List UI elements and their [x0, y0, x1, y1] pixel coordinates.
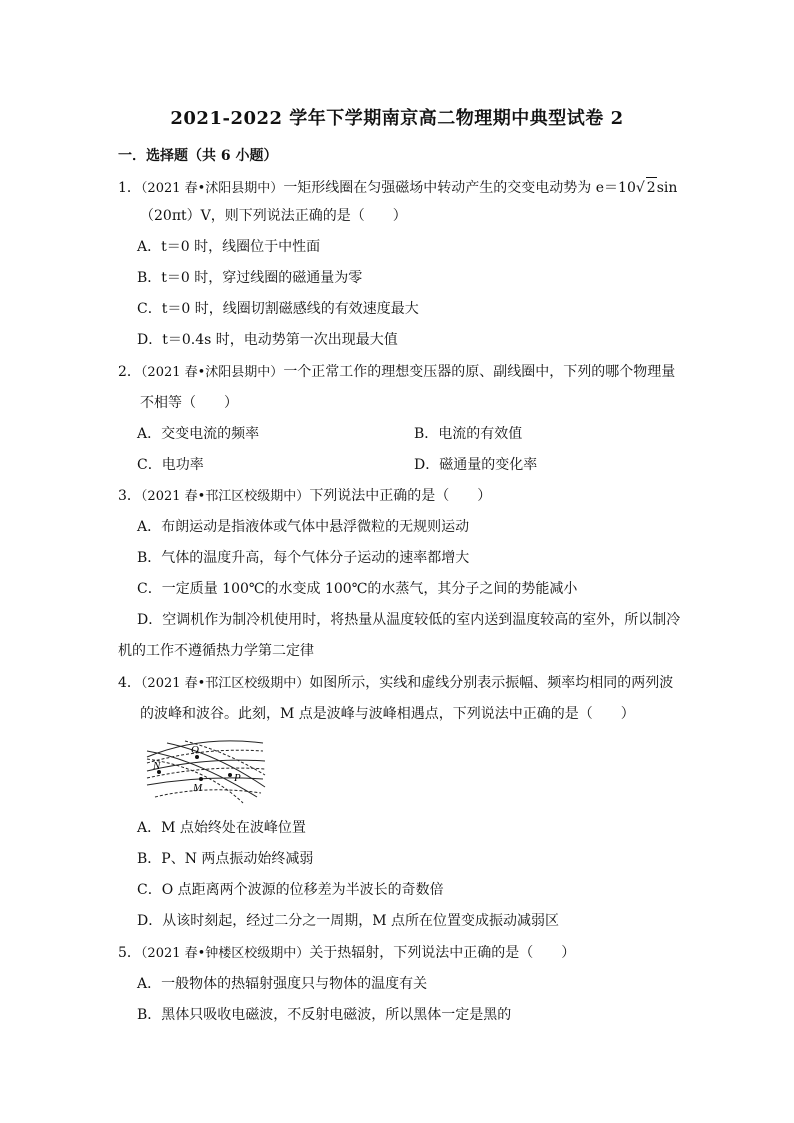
- question-2: [118, 362, 675, 383]
- q5-option-a: A．一般物体的热辐射强度只与物体的温度有关: [137, 976, 428, 992]
- question-number: 5．: [118, 945, 141, 961]
- label-p: P: [234, 772, 241, 784]
- question-source: （2021 春•沭阳县期中）: [140, 181, 284, 196]
- question-5: [118, 943, 575, 964]
- q3-option-d-line2: 机的工作不遵循热力学第二定律: [118, 643, 314, 659]
- q1-option-d: D．t＝0.4s 时，电动势第一次出现最大值: [137, 332, 398, 348]
- question-1-line2: （20πt）V，则下列说法正确的是（ ）: [140, 208, 407, 224]
- section-heading: 一．选择题（共 6 小题）: [118, 148, 278, 164]
- question-text: 下列说法中正确的是（ ）: [309, 488, 492, 504]
- q5-option-b: B．黑体只吸收电磁波，不反射电磁波，所以黑体一定是黑的: [137, 1007, 512, 1023]
- question-number: 1．: [118, 180, 141, 196]
- label-n: N: [153, 760, 161, 772]
- q4-option-b: B．P、N 两点振动始终减弱: [137, 851, 314, 867]
- question-text: 一矩形线圈在匀强磁场中转动产生的交变电动势为 e＝10: [283, 180, 636, 196]
- question-source: （2021 春•沭阳县期中）: [140, 365, 284, 380]
- q1-option-b: B．t＝0 时，穿过线圈的磁通量为零: [137, 270, 363, 286]
- q3-option-a: A．布朗运动是指液体或气体中悬浮微粒的无规则运动: [137, 519, 470, 535]
- label-m: M: [193, 782, 203, 794]
- q4-option-a: A．M 点始终处在波峰位置: [137, 820, 306, 836]
- q1-option-c: C．t＝0 时，线圈切割磁感线的有效速度最大: [137, 301, 419, 317]
- q3-option-c: C．一定质量 100℃的水变成 100℃的水蒸气，其分子之间的势能减小: [137, 581, 578, 597]
- question-text: 关于热辐射，下列说法中正确的是（ ）: [309, 945, 576, 961]
- question-text-tail: sin: [656, 180, 678, 196]
- question-number: 3．: [118, 488, 141, 504]
- q2-option-b: B．电流的有效值: [414, 426, 523, 442]
- question-source: （2021 春•邗江区校级期中）: [140, 676, 310, 691]
- question-3: [118, 486, 491, 507]
- point-m: [199, 777, 203, 781]
- question-source: （2021 春•邗江区校级期中）: [140, 489, 310, 504]
- label-o: O: [191, 744, 199, 756]
- page-title: 2021-2022 学年下学期南京高二物理期中典型试卷 2: [170, 108, 624, 129]
- q2-option-d: D．磁通量的变化率: [414, 457, 538, 473]
- sqrt-symbol: √ 2: [636, 177, 657, 198]
- q4-option-d: D．从该时刻起，经过二分之一周期，M 点所在位置变成振动减弱区: [137, 913, 560, 929]
- q2-option-c: C．电功率: [137, 457, 204, 473]
- wave-interference-figure: [145, 737, 267, 807]
- question-number: 4．: [118, 675, 141, 691]
- q2-option-a: A．交变电流的频率: [137, 426, 260, 442]
- question-source: （2021 春•钟楼区校级期中）: [140, 946, 310, 961]
- question-1: [118, 177, 677, 199]
- question-4: [118, 673, 673, 694]
- question-number: 2．: [118, 364, 141, 380]
- q4-option-c: C．O 点距离两个波源的位移差为半波长的奇数倍: [137, 882, 444, 898]
- sqrt-radicand: 2: [646, 177, 657, 198]
- q3-option-b: B．气体的温度升高，每个气体分子运动的速率都增大: [137, 550, 470, 566]
- question-text: 如图所示，实线和虚线分别表示振幅、频率均相同的两列波: [309, 675, 674, 691]
- question-4-line2: 的波峰和波谷。此刻，M 点是波峰与波峰相遇点，下列说法中正确的是（ ）: [140, 706, 635, 722]
- q3-option-d: D．空调机作为制冷机使用时，将热量从温度较低的室内送到温度较高的室外，所以制冷: [137, 612, 681, 628]
- question-2-line2: 不相等（ ）: [140, 395, 238, 411]
- q1-option-a: A．t＝0 时，线圈位于中性面: [137, 239, 321, 255]
- question-text: 一个正常工作的理想变压器的原、副线圈中，下列的哪个物理量: [283, 364, 676, 380]
- point-p: [228, 773, 232, 777]
